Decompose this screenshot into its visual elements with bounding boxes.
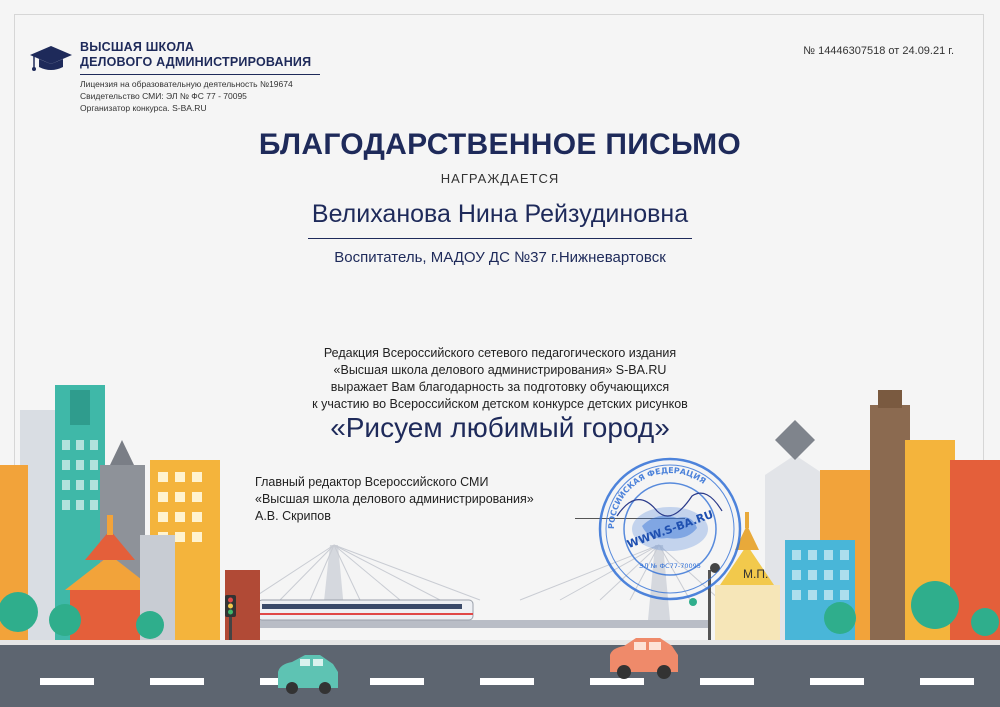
stamp-number: ЭЛ № ФС77-70095 xyxy=(639,562,701,570)
body-line: к участию во Всероссийском детском конкурсе детских рисунков xyxy=(312,397,688,411)
signature-line1: Главный редактор Всероссийского СМИ xyxy=(255,475,489,489)
media-certificate-text: Свидетельство СМИ: ЭЛ № ФС 77 - 70095 xyxy=(80,91,247,101)
recipient-name: Велиханова Нина Рейзудиновна xyxy=(311,200,689,228)
body-text xyxy=(0,345,1000,413)
contest-name: «Рисуем любимый город» xyxy=(330,412,670,443)
body-line: Редакция Всероссийского сетевого педагогического издания xyxy=(323,346,677,360)
official-stamp xyxy=(597,456,743,602)
car-orange xyxy=(610,638,678,679)
logo-line1: ВЫСШАЯ ШКОЛА xyxy=(80,40,195,54)
certificate-title: БЛАГОДАРСТВЕННОЕ ПИСЬМО xyxy=(258,128,742,161)
organizer-text: Организатор конкурса. S-BA.RU xyxy=(80,103,207,113)
signature-block xyxy=(255,474,534,525)
signature-name: А.В. Скрипов xyxy=(255,509,331,523)
document-number: № 14446307518 от 24.09.21 г. xyxy=(803,45,954,57)
stamp-center-text: WWW.S-BA.RU xyxy=(625,507,716,552)
stamp-place-label: М.П. xyxy=(743,567,769,581)
logo-divider xyxy=(80,74,320,75)
car-teal xyxy=(278,655,338,694)
name-underline xyxy=(308,238,692,239)
awarded-label: НАГРАЖДАЕТСЯ xyxy=(440,171,560,186)
body-line: выражает Вам благодарность за подготовку обучающихся xyxy=(330,380,670,394)
signature-line2: «Высшая школа делового администрирования» xyxy=(255,492,534,506)
organization-logo xyxy=(30,40,320,114)
body-line: «Высшая школа делового администрирования» S-BA.RU xyxy=(333,363,667,377)
logo-line2: ДЕЛОВОГО АДМИНИСТРИРОВАНИЯ xyxy=(80,55,312,69)
logo-text xyxy=(80,40,320,114)
recipient-position: Воспитатель, МАДОУ ДС №37 г.Нижневартовск xyxy=(334,249,666,266)
graduation-cap-icon xyxy=(30,40,72,76)
license-text: Лицензия на образовательную деятельность №19674 xyxy=(80,79,293,89)
stamp-ring-text: РОССИЙСКАЯ ФЕДЕРАЦИЯ xyxy=(606,465,708,530)
